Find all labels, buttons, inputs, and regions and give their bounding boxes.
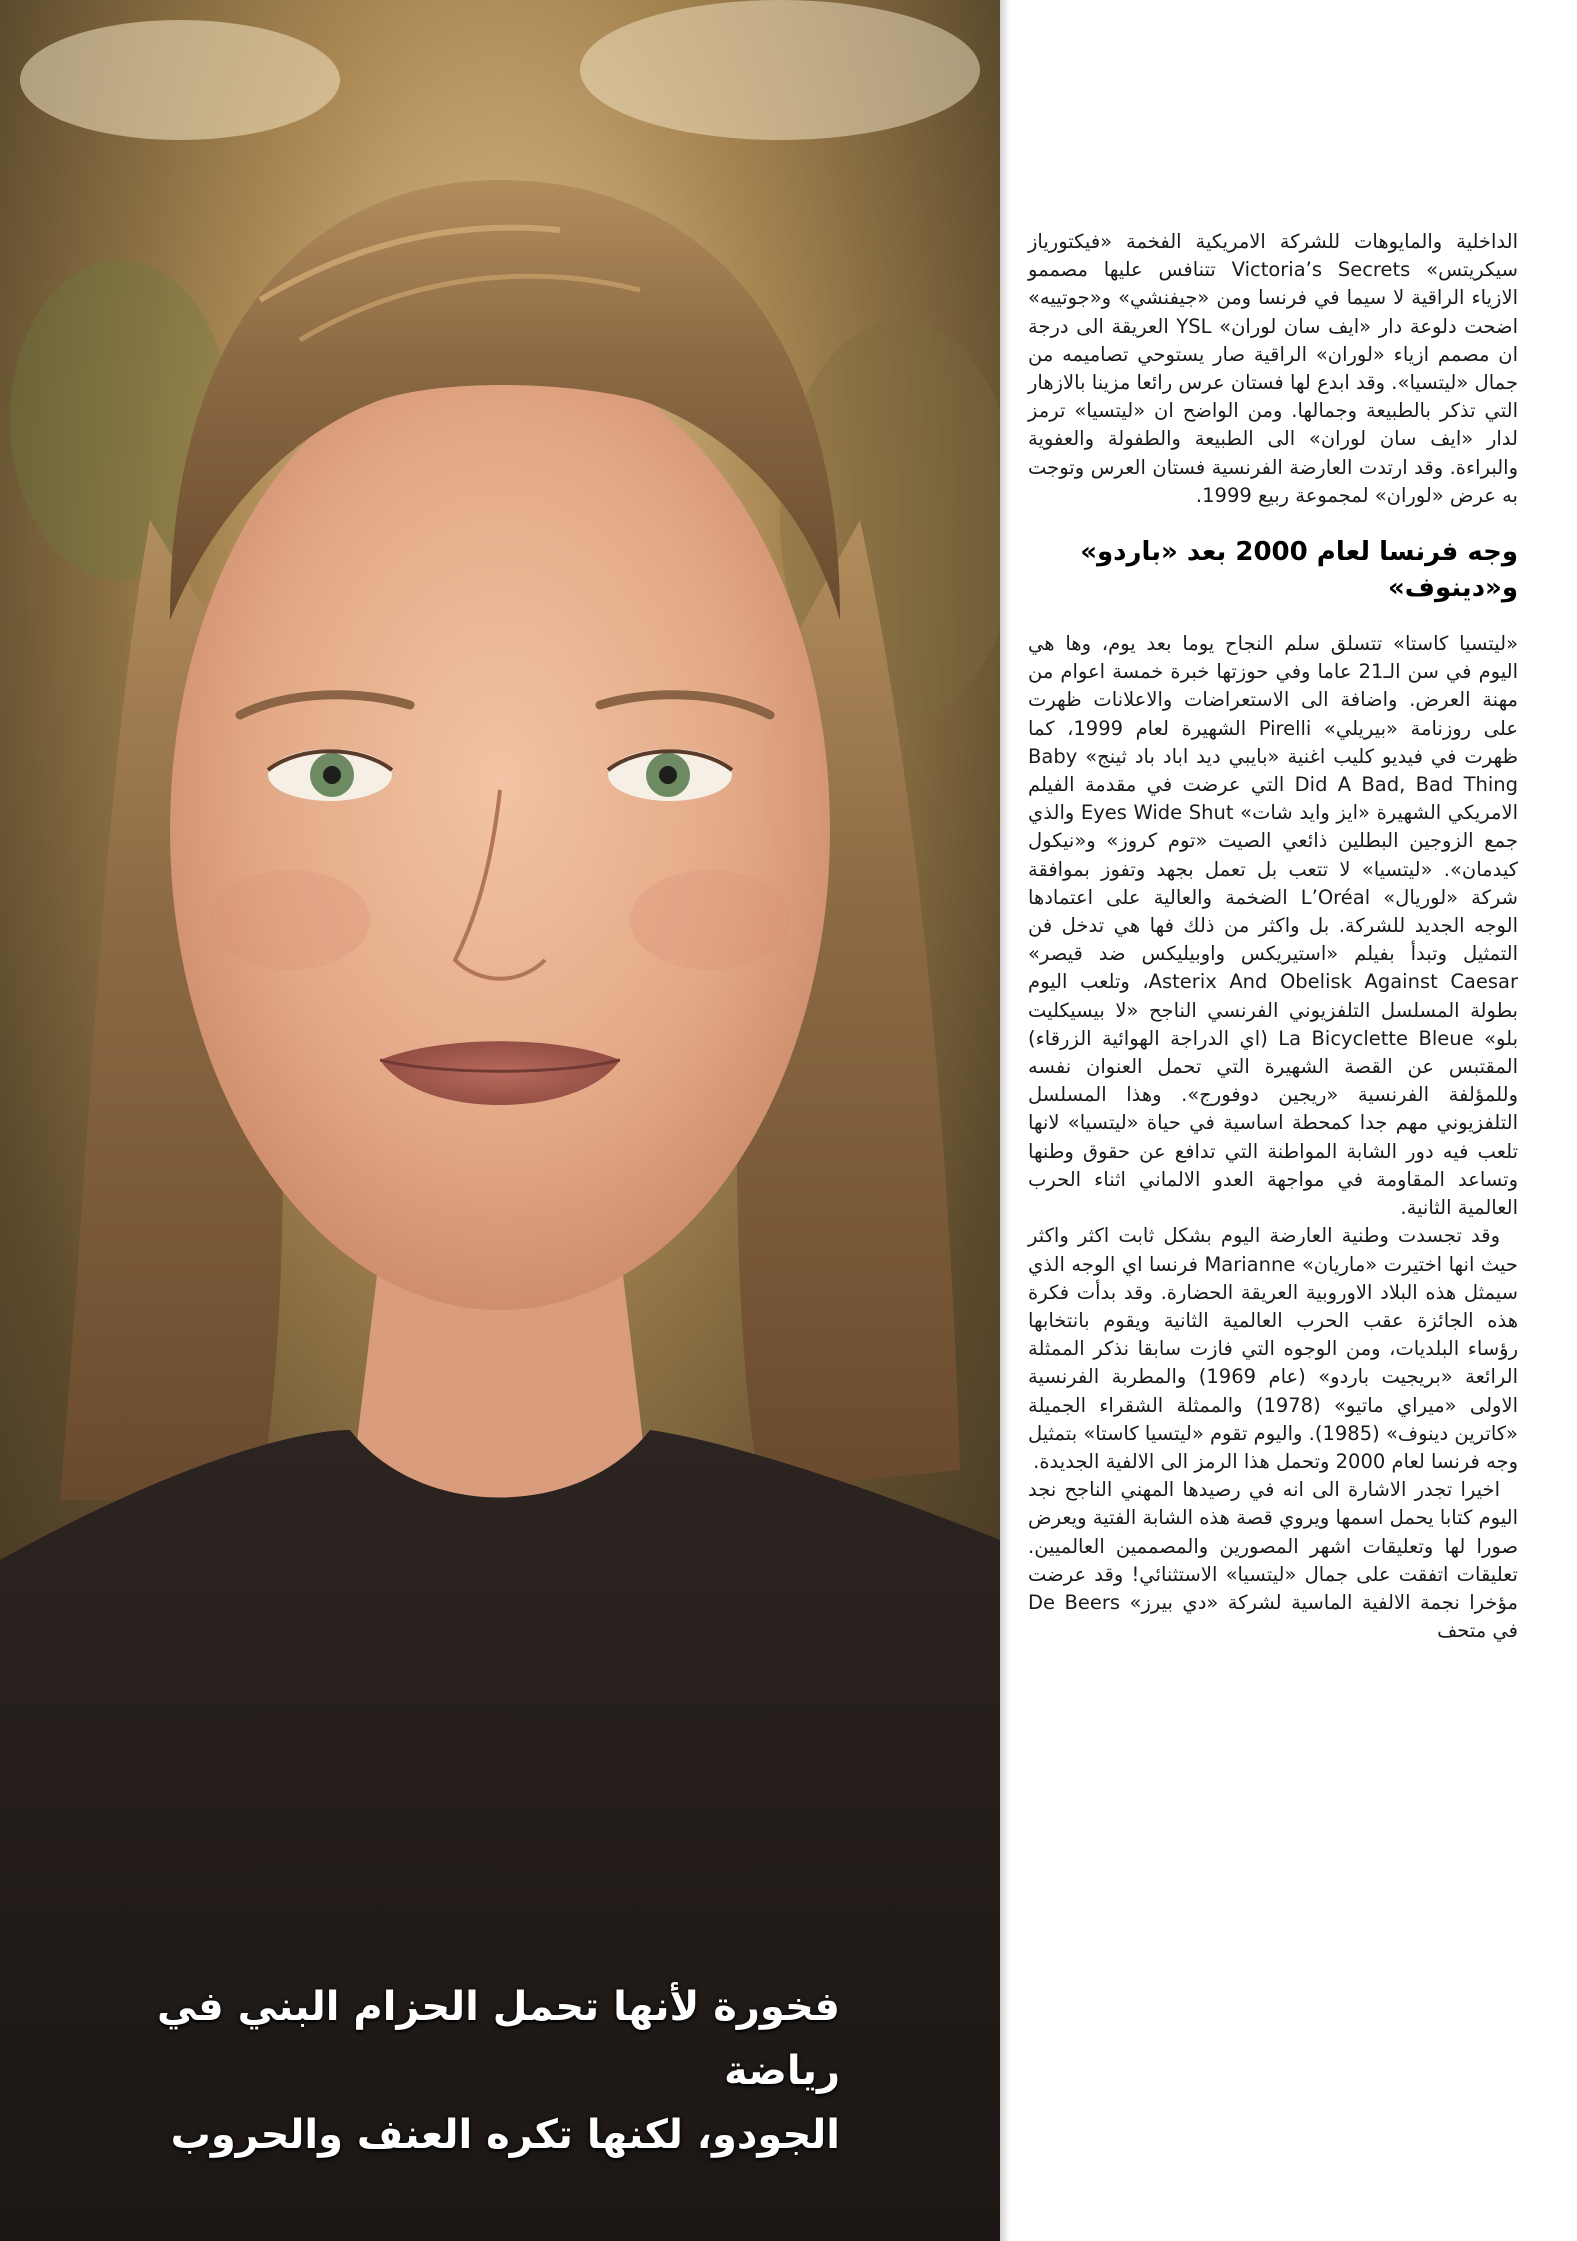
article-paragraph-2: وقد تجسدت وطنية العارضة اليوم بشكل ثابت اكثر واكثر حيث انها اختيرت «ماريان» Marianne فرنسا اي الوجه الذي سيمثل هذه البلاد الاوروبية العريقة الحضارة. وقد بدأت فكرة هذه الجائزة عقب الحرب العالمية الثانية ويقوم بانتخابها رؤساء البلديات، ومن الوجوه التي فازت سابقا نذكر الممثلة الرائعة «بريجيت باردو» (عام 1969) والمطربة الفرنسية الاولى «ميراي ماتيو» (1978) والممثلة الشقراء الجميلة «كاترين دينوف» (1985). واليوم تقوم «ليتسيا كاستا» بتمثيل وجه فرنسا لعام 2000 وتحمل هذا الرمز الى الالفية الجديدة.	[1028, 1224, 1518, 1473]
caption-line-2: الجودو، لكنها تكره العنف والحروب	[170, 2112, 840, 2158]
article-intro: الداخلية والمايوهات للشركة الامريكية الفخمة «فيكتورياز سيكريتس» Victoria’s Secrets تتنافس عليها مصممو الازياء الراقية لا سيما في فرنسا ومن «جيفنشي» و«جوتييه» اضحت دلوعة دار «ايف سان لوران» YSL العريقة الى درجة ان مصمم ازياء «لوران» الراقية صار يستوحي تصاميمه من جمال «ليتسيا». وقد ابدع لها فستان عرس رائعا مزينا بالازهار التي تذكر بالطبيعة وجمالها. ومن الواضح ان «ليتسيا» ترمز لدار «ايف سان لوران» الى الطبيعة والطفولة والعفوية والبراءة. وقد ارتدت العارضة الفرنسية فستان العرس وتوجت به عرض «لوران» لمجموعة ربيع 1999.	[1028, 230, 1519, 507]
section-heading: وجه فرنسا لعام 2000 بعد «باردو» و«دينوف»	[1080, 537, 1518, 604]
article-column	[1028, 228, 1518, 1645]
article-paragraph-1: «ليتسيا كاستا» تتسلق سلم النجاح يوما بعد يوم، وها هي اليوم في سن الـ21 عاما وفي حوزتها خبرة خمسة اعوام من مهنة العرض. واضافة الى الاستعراضات والاعلانات ظهرت على روزنامة «بيريلي» Pirelli الشهيرة لعام 1999، كما ظهرت في فيديو كليب اغنية «بايبي ديد اباد باد ثينج» Baby Did A Bad, Bad Thing التي عرضت في مقدمة الفيلم الامريكي الشهيرة «ايز وايد شات» Eyes Wide Shut والذي جمع الزوجين البطلين ذائعي الصيت «توم كروز» و«نيكول كيدمان». «ليتسيا» لا تتعب بل تعمل بجهد وتفوز بموافقة شركة «لوريال» L’Oréal الضخمة والعالية على اعتمادها الوجه الجديد للشركة. بل واكثر من ذلك فها هي تدخل فن التمثيل وتبدأ بفيلم «استيريكس واوبيليكس ضد قيصر» Asterix And Obelisk Against Caesar، وتلعب اليوم بطولة المسلسل التلفزيوني الفرنسي الناجح «لا بيسيكليت بلو» La Bicyclette Bleue (اي الدراجة الهوائية الزرقاء) المقتبس عن القصة الشهيرة التي تحمل العنوان نفسه وللمؤلفة الفرنسية «ريجين دوفورج». وهذا المسلسل التلفزيوني مهم جدا كمحطة اساسية في حياة «ليتسيا» لانها تلعب فيه دور الشابة المواطنة التي تدافع عن حقوق وطنها وتساعد المقاومة في مواجهة العدو الالماني اثناء الحرب العالمية الثانية.	[1028, 632, 1519, 1220]
article-paragraph-3: اخيرا تجدر الاشارة الى انه في رصيدها المهني الناجح نجد اليوم كتابا يحمل اسمها ويروي قصة هذه الشابة الفتية ويعرض صورا لها وتعليقات اشهر المصورين والمصممين العالميين. تعليقات اتفقت على جمال «ليتسيا» الاستثنائي! وقد عرضت مؤخرا نجمة الالفية الماسية لشركة «دي بيرز» De Beers في متحف	[1028, 1478, 1518, 1643]
photo-caption	[110, 1975, 840, 2167]
page-gutter	[1000, 0, 1010, 2241]
caption-line-1: فخورة لأنها تحمل الحزام البني في رياضة	[157, 1984, 840, 2094]
